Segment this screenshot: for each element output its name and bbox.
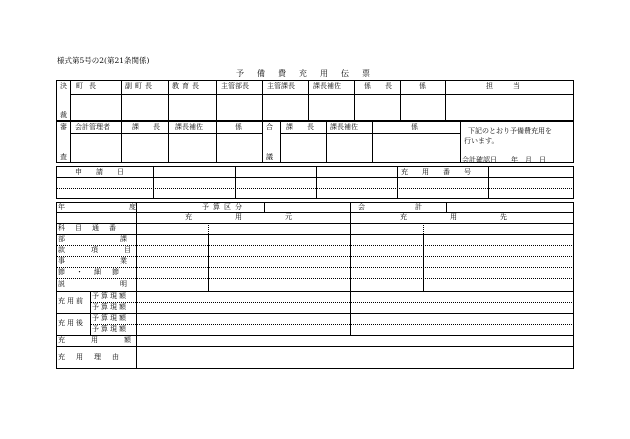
row-item: 款項目 bbox=[58, 246, 157, 254]
approver-staff: 係 bbox=[419, 82, 426, 90]
approver-assistant-chief: 課長補佐 bbox=[313, 82, 341, 90]
source-header: 充用元 bbox=[185, 213, 335, 221]
consultation-label-top: 合 bbox=[266, 123, 273, 131]
approver-deputy-mayor: 副町長 bbox=[125, 82, 155, 90]
approver-subsection-chief: 係長 bbox=[364, 82, 406, 90]
audit-section-chief: 課長 bbox=[132, 123, 174, 131]
accounting-confirm-date: 会計確認日 年 月 日 bbox=[462, 156, 546, 164]
audit-label-top: 審 bbox=[60, 123, 67, 131]
consultation-assistant-chief: 課長補佐 bbox=[330, 123, 358, 131]
note-line2: 行います。 bbox=[464, 137, 499, 145]
row-project: 事業 bbox=[58, 257, 182, 265]
row-amount: 充用額 bbox=[58, 336, 157, 344]
approver-section-chief: 主管課長 bbox=[267, 82, 295, 90]
consultation-label-bottom: 議 bbox=[266, 153, 273, 161]
budget-division-label: 予算区分 bbox=[202, 203, 246, 211]
consultation-section-chief: 課長 bbox=[286, 123, 328, 131]
application-date-label: 申請日 bbox=[75, 168, 138, 176]
audit-assistant-chief: 課長補佐 bbox=[175, 123, 203, 131]
row-before-budget-1: 予算現額 bbox=[92, 292, 128, 300]
row-after-budget-2: 予算現額 bbox=[92, 325, 128, 333]
approver-mayor: 町長 bbox=[76, 82, 102, 90]
form-title: 予備費充用伝票 bbox=[236, 69, 383, 78]
note-line1: 下記のとおり予備費充用を bbox=[468, 127, 552, 135]
approval-header-line bbox=[70, 94, 574, 95]
approver-in-charge: 担当 bbox=[486, 82, 540, 90]
row-after-budget-1: 予算現額 bbox=[92, 314, 128, 322]
accounting-label: 会計 bbox=[358, 203, 472, 211]
form-number: 様式第5号の2(第21条関係) bbox=[57, 56, 150, 65]
row-reason: 充用理由 bbox=[58, 353, 130, 361]
audit-accounting-manager: 会計管理者 bbox=[75, 123, 110, 131]
row-account-type: 科目通番 bbox=[58, 224, 126, 232]
row-section: 節・細節 bbox=[58, 268, 130, 276]
approval-label-bottom: 裁 bbox=[60, 111, 67, 119]
row-after-label: 充用後 bbox=[58, 319, 85, 327]
consultation-staff: 係 bbox=[411, 123, 418, 131]
row-department: 部課 bbox=[58, 235, 182, 243]
transfer-number-label: 充用番号 bbox=[401, 168, 485, 176]
row-before-label: 充用前 bbox=[58, 297, 85, 305]
approver-dept-director: 主管部長 bbox=[221, 82, 249, 90]
row-before-budget-2: 予算現額 bbox=[92, 303, 128, 311]
approver-superintendent: 教育長 bbox=[172, 82, 202, 90]
fiscal-year-label: 年度 bbox=[58, 203, 200, 211]
audit-label-bottom: 査 bbox=[60, 153, 67, 161]
approval-label-top: 決 bbox=[60, 82, 67, 90]
audit-staff: 係 bbox=[235, 123, 242, 131]
destination-header: 充用先 bbox=[400, 213, 550, 221]
row-description: 説明 bbox=[58, 280, 182, 288]
